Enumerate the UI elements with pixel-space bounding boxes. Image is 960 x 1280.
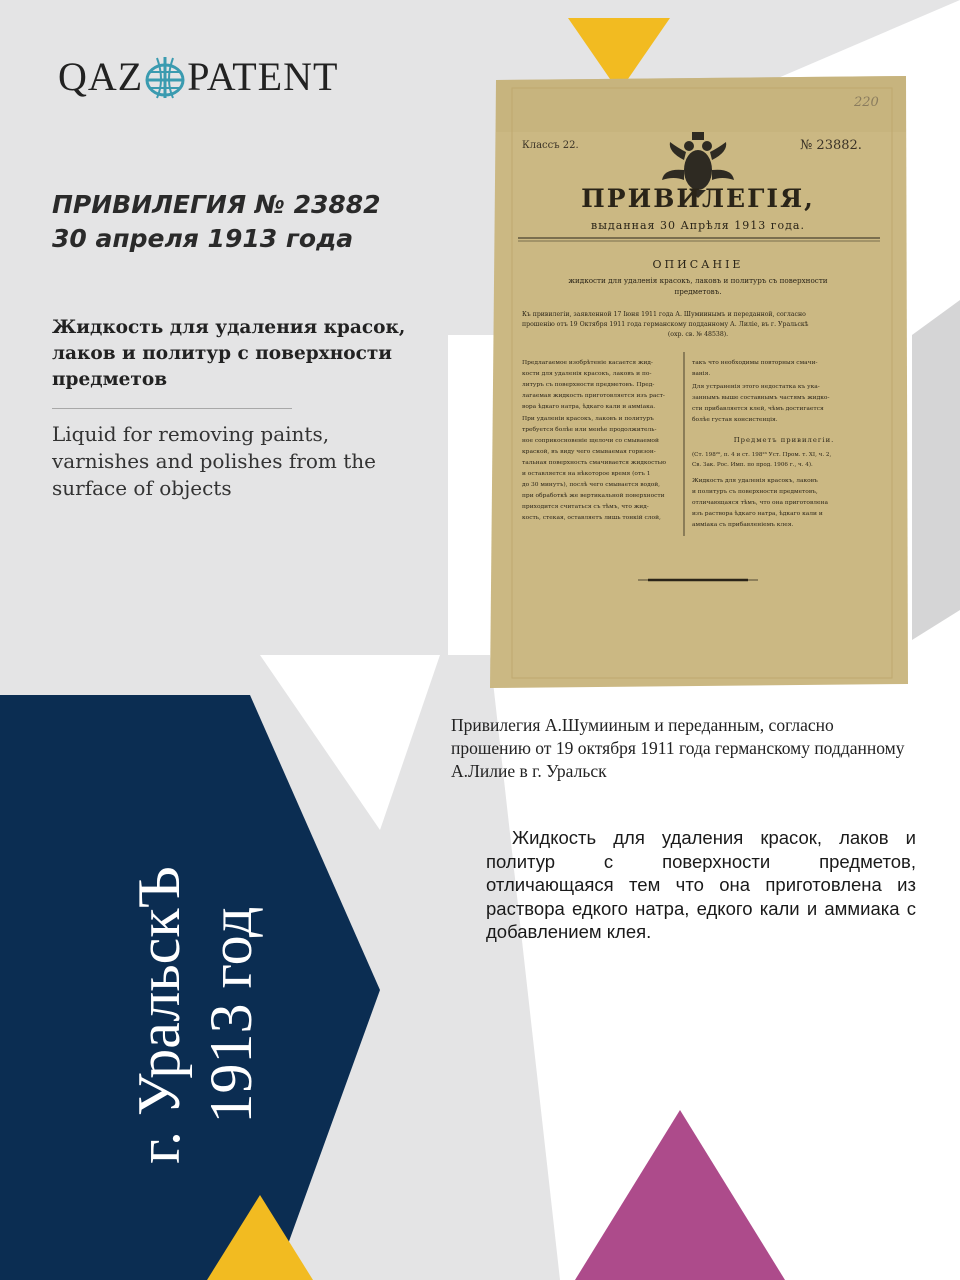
subtitle-russian: Жидкость для удаления красок, лаков и политур с поверхности предметов <box>52 317 406 390</box>
document-left-line: Предлагаемое изобрѣтеніе касается жид- <box>522 360 653 366</box>
document-handwritten: 220 <box>854 95 879 110</box>
logo-right-text: PATENT <box>187 54 339 99</box>
document-right-line: такъ что необходимы повторныя смачи- <box>692 360 818 366</box>
invention-description: Жидкость для удаления красок, лаков и политур с поверхности предметов, отличающаяся тем что она приготовлена из раствора едкого натра, едкого кали и аммиака с добавлением клея. <box>486 827 916 942</box>
historical-document <box>488 72 908 690</box>
document-left-line: до 30 минутъ), послѣ чего смывается водой, <box>522 482 661 488</box>
document-right-line: Для устраненія этого недостатка къ ука- <box>692 384 820 390</box>
document-stain <box>496 76 906 132</box>
document-number: № 23882. <box>800 138 862 153</box>
document-left-line: требуется болѣе или менѣе продолжитель- <box>522 427 657 433</box>
document-left-line: вора ѣдкаго натра, ѣдкаго кали и аммiака. <box>522 404 656 410</box>
document-left-line: При удаленіи красокъ, лаковъ и политуръ <box>522 416 654 422</box>
patent-title <box>52 188 381 256</box>
document-claim-line: изъ раствора ѣдкаго натра, ѣдкаго кали и <box>692 511 823 517</box>
document-right-line: сти прибавляется клей, чѣмъ достигается <box>692 406 824 412</box>
document-intro-line: (охр. св. № 48538). <box>667 331 729 338</box>
document-claim-line: Жидкость для удаленія красокъ, лаковъ <box>692 478 818 484</box>
vertical-city: г. УральскЪ <box>126 866 192 1164</box>
document-right-line: болѣе густая консистенція. <box>692 417 778 423</box>
document-section-subtitle-2: предметовъ. <box>674 287 722 296</box>
document-claim-line: отличающаяся тѣмъ, что она приготовлена <box>692 500 828 506</box>
document-left-line: тальная поверхность смачивается жидкостью <box>522 460 666 466</box>
document-intro-line: Къ привилегіи, заявленной 17 Іюня 1911 года А. Шумиинымъ и переданной, согласно <box>522 311 806 318</box>
vertical-year: 1913 год <box>198 906 264 1124</box>
document-claim-ref: Св. Зак. Рос. Имп. по прод. 1906 г., ч. 4). <box>692 462 813 468</box>
document-left-column <box>522 359 666 521</box>
document-caption: Привилегия А.Шумииным и переданным, согласно прошению от 19 октября 1911 года германскому подданному А.Лилие в г. Уральск <box>451 715 905 781</box>
document-claim-title: Предметъ привилегіи. <box>733 436 835 444</box>
document-left-line: ное соприкосновеніе щелочи со смываемой <box>522 438 659 444</box>
vertical-place-year <box>123 850 267 1180</box>
logo-left-text: QAZ <box>58 54 144 99</box>
document-claim-ref: (Ст. 198²⁰, п. 4 и ст. 198²³ Уст. Пром. т. XI, ч. 2, <box>692 452 832 458</box>
gray-right-wedge <box>912 300 960 640</box>
document-issued: выданная 30 Апрѣля 1913 года. <box>591 219 805 232</box>
document-left-line: приходится считаться съ тѣмъ, что жид- <box>522 504 649 510</box>
document-left-line: краской, въ виду чего смываемая горизон- <box>522 449 656 455</box>
subtitle-english: Liquid for removing paints, varnishes and polishes from the surface of objects <box>52 422 376 500</box>
document-right-line: ванія. <box>692 371 711 377</box>
divider <box>52 408 292 409</box>
document-left-line: при обработкѣ же вертикальной поверхности <box>522 493 665 499</box>
document-left-line: лагаемая жидкость приготовляется изъ раст- <box>522 393 665 399</box>
title-date: 30 апреля 1913 года <box>52 224 354 253</box>
document-claim-line: и политуръ съ поверхности предметовъ, <box>692 489 818 495</box>
document-class: Классъ 22. <box>522 140 579 151</box>
document-left-line: и оставляется на нѣкоторое время (отъ 1 <box>522 471 651 477</box>
document-left-line: кость, стекая, оставляетъ лишь тонкій слой, <box>522 515 661 521</box>
document-right-line: заннымъ выше составнымъ частямъ жидко- <box>692 395 830 401</box>
document-heading: ПРИВИЛЕГІЯ, <box>581 184 815 213</box>
document-claim-line: аммiака съ прибавленіемъ клея. <box>692 522 794 528</box>
title-number: ПРИВИЛЕГИЯ № 23882 <box>52 190 381 219</box>
document-intro-line: прошенію отъ 19 Октября 1911 года германскому подданному А. Лиліе, въ г. Уральскѣ <box>522 321 809 328</box>
qazpatent-globe-icon <box>139 52 191 102</box>
document-section-subtitle-1: жидкости для удаленія красокъ, лаковъ и политуръ съ поверхности <box>568 276 828 285</box>
document-section-title: ОПИСАНІЕ <box>652 258 744 271</box>
qazpatent-logo <box>58 52 338 102</box>
document-left-line: кости для удаленія красокъ, лаковъ и по- <box>522 371 652 377</box>
document-left-line: литуръ съ поверхности предметовъ. Пред- <box>522 382 655 388</box>
